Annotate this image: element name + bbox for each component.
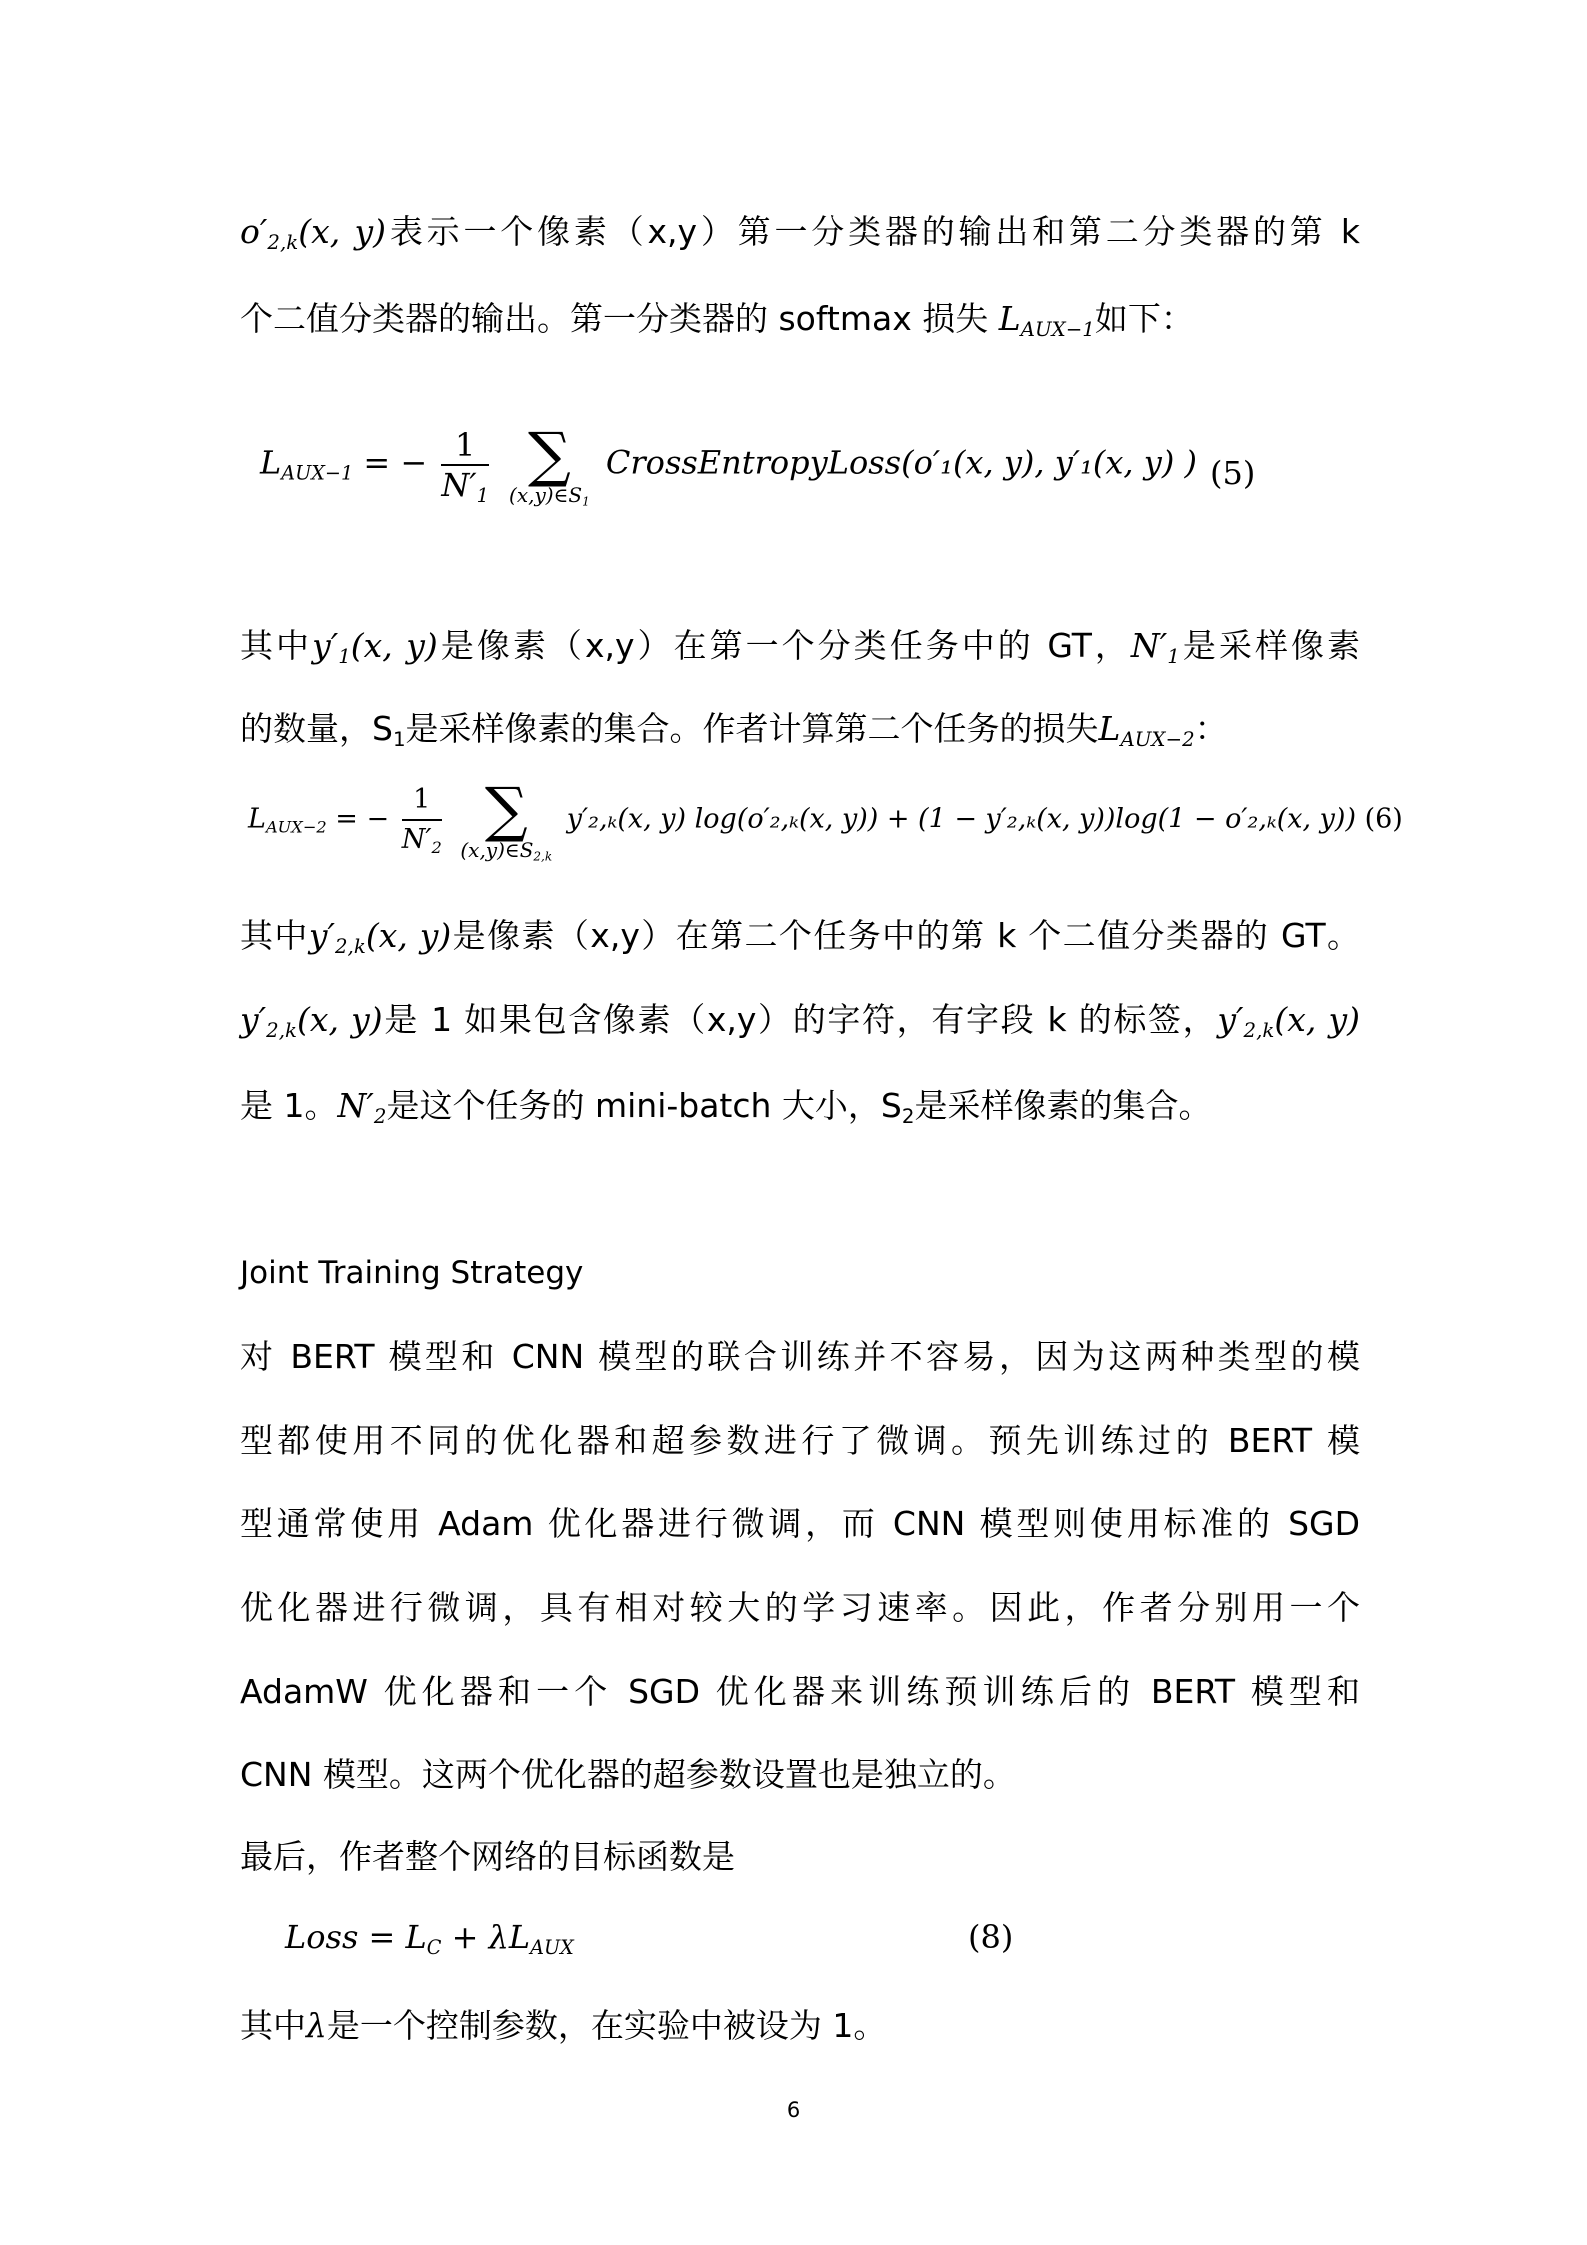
section-heading: Joint Training Strategy	[240, 1255, 584, 1291]
paragraph-4-line-2: 型都使用不同的优化器和超参数进行了微调。预先训练过的 BERT 模	[240, 1421, 1360, 1460]
paragraph-4-line-3: 型通常使用 Adam 优化器进行微调，而 CNN 模型则使用标准的 SGD	[240, 1504, 1360, 1543]
paragraph-4-line-5: AdamW 优化器和一个 SGD 优化器来训练预训练后的 BERT 模型和	[240, 1672, 1360, 1711]
paragraph-text: 的数量，S	[240, 709, 393, 748]
paragraph-text: 是像素（x,y）在第二个任务中的第 k 个二值分类器的 GT。	[451, 916, 1361, 955]
paragraph-3-line-1	[240, 912, 1360, 960]
paragraph-text: 是一个控制参数，在实验中被设为 1。	[326, 2006, 887, 2045]
math-symbol: $y'_1(x$, y)	[312, 626, 438, 668]
paragraph-text: 是采样像素的集合。作者计算第二个任务的损失	[405, 709, 1099, 748]
equation-5: $L_{AUX-1}$ = − $\frac{1}{N'_1}$ ∑ $(x,y)\in S_1$ CrossEntropyLoss(o′₁(x, y), y′₁(x, y) )	[260, 420, 1197, 509]
math-symbol: $y'_{2,k}(x$, y)	[240, 1000, 383, 1042]
paragraph-4-line-1: 对 BERT 模型和 CNN 模型的联合训练并不容易，因为这两种类型的模	[240, 1337, 1360, 1376]
paragraph-4-line-6: CNN 模型。这两个优化器的超参数设置也是独立的。	[240, 1755, 1016, 1794]
math-symbol: λ	[306, 2006, 327, 2045]
paragraph-text: 是 1。	[240, 1086, 338, 1125]
equation-6: $L_{AUX-2}$ = − $\frac{1}{N'_2}$ ∑ $(x,y)\in S_{2,k}$ y′₂,ₖ(x, y) log(o′₂,ₖ(x, y)) + (1 − y′₂,ₖ(x, y))log(1 − o′₂,ₖ(x, y)) (6)	[248, 775, 1403, 864]
paragraph-1-line-1	[240, 208, 1360, 256]
paragraph-text: 是采样像素	[1179, 626, 1361, 665]
paragraph-text: 是采样像素的集合。	[914, 1086, 1212, 1125]
paragraph-text: 表示一个像素（x,y）第一分类器的输出和第二分类器的第 k	[386, 212, 1360, 251]
math-symbol: $N'_2$	[337, 1086, 387, 1128]
equation-8-number: (8)	[968, 1918, 1014, 1956]
paragraph-3-line-2	[240, 996, 1360, 1044]
paragraph-text: 如下：	[1094, 299, 1194, 338]
paragraph-text: 是 1 如果包含像素（x,y）的字符，有字段 k 的标签，	[382, 1000, 1218, 1039]
fraction: $\frac{1}{N'_1}$	[441, 426, 489, 507]
paragraph-text: 是像素（x,y）在第一个分类任务中的 GT，	[437, 626, 1131, 665]
paragraph-2-line-1	[240, 622, 1360, 670]
math-symbol: $y'_{2,k}(x$, y)	[1217, 1000, 1360, 1042]
math-symbol: $y'_{2,k}(x$, y)	[308, 916, 452, 958]
paragraph-text: 其中	[240, 626, 313, 665]
equation-6-number: (6)	[1364, 803, 1403, 835]
paragraph-text: 其中	[240, 916, 309, 955]
math-symbol: $L_{AUX-1}$	[998, 299, 1095, 341]
paragraph-1-line-2	[240, 295, 1360, 343]
summation: ∑ $(x,y)\in S_{2,k}$	[460, 775, 553, 864]
equation-8: Loss = $L_C + \lambda L_{AUX}$	[285, 1918, 574, 1959]
paragraph-2-line-2: 的数量，$S_1$是采样像素的集合。作者计算第二个任务的损失$L_{AUX-2}$：	[240, 709, 1228, 751]
paragraph-text: 是这个任务的 mini-batch 大小，S	[386, 1086, 902, 1125]
math-symbol: $o'_{2,k}(x$, y)	[240, 212, 387, 254]
paragraph-text: 个二值分类器的输出。第一分类器的 softmax 损失	[240, 299, 989, 338]
math-symbol: $L_{AUX-2}$	[1098, 709, 1195, 751]
page-number: 6	[786, 2098, 801, 2122]
summation: ∑ $(x,y)\in S_1$	[509, 420, 590, 509]
math-symbol: $N'_1$	[1130, 626, 1180, 668]
paragraph-5: 最后，作者整个网络的目标函数是	[240, 1837, 735, 1876]
paragraph-text: 其中	[240, 2006, 306, 2045]
paragraph-6	[240, 2002, 1360, 2050]
paragraph-3-line-3: 是 1。$N'_2$是这个任务的 mini-batch 大小，$S_2$是采样像素的集合。	[240, 1086, 1212, 1128]
equation-5-number: (5)	[1210, 454, 1256, 492]
fraction: $\frac{1}{N'_2}$	[402, 781, 442, 859]
paragraph-4-line-4: 优化器进行微调，具有相对较大的学习速率。因此，作者分别用一个	[240, 1588, 1360, 1627]
paragraph-text: ：	[1194, 709, 1228, 748]
